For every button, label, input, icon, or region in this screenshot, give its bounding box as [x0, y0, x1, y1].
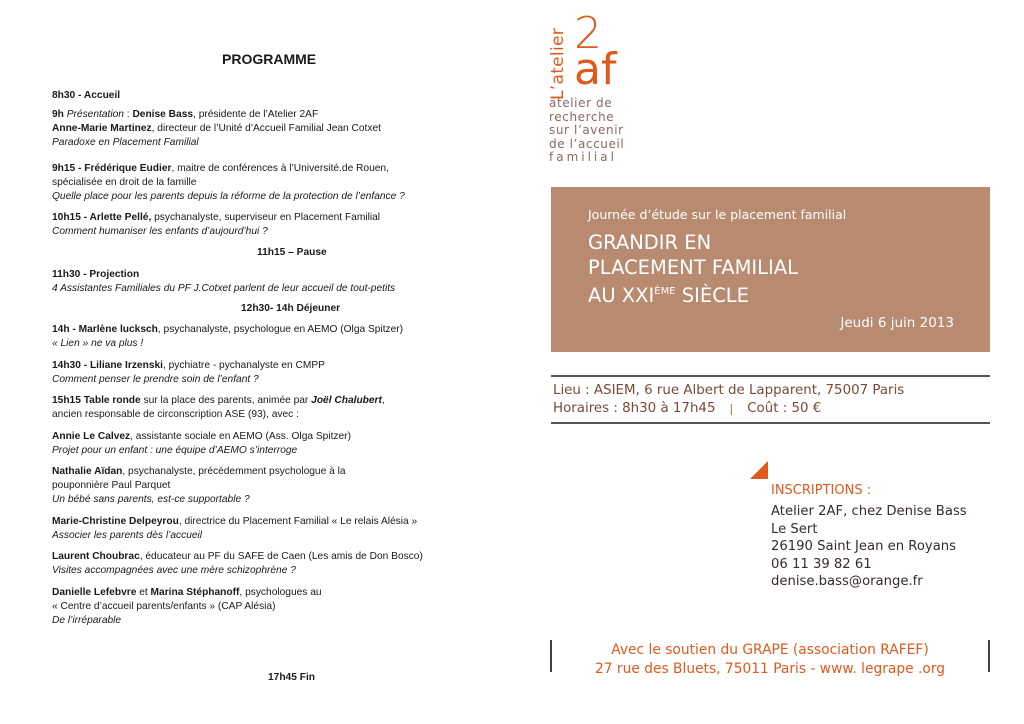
- programme-item-delpeyrou: Marie-Christine Delpeyrou, directrice du Placement Familial « Le relais Alésia » Associer les parents dès l’accueil: [52, 516, 418, 541]
- inscriptions-contact: Atelier 2AF, chez Denise Bass Le Sert 26190 Saint Jean en Royans 06 11 39 82 61 denise.bass@orange.fr: [771, 504, 967, 589]
- banner-subtitle: Journée d’étude sur le placement familial: [588, 207, 847, 222]
- banner-date: Jeudi 6 juin 2013: [840, 315, 954, 331]
- programme-item-table-ronde: 15h15 Table ronde sur la place des parents, animée par Joël Chalubert, ancien responsable de circonscription ASE (93), avec :: [52, 395, 385, 420]
- programme-accueil: 8h30 - Accueil: [52, 90, 121, 101]
- logo-subtitle: atelier de recherche sur l’avenir de l’accueil familial: [549, 96, 625, 164]
- programme-pause: 11h15 – Pause: [257, 247, 327, 258]
- logo-number: 2: [574, 8, 602, 59]
- event-banner: [551, 187, 990, 352]
- programme-item-eudier: 9h15 - Frédérique Eudier, maitre de conférences à l’Université.de Rouen, spécialisée en droit de la famille Quelle place pour les parents depuis la réforme de la protection de l’enfance ?: [52, 163, 405, 202]
- programme-title: PROGRAMME: [222, 51, 317, 67]
- programme-item-le-calvez: Annie Le Calvez, assistante sociale en AEMO (Ass. Olga Spitzer) Projet pour un enfant : une équipe d’AEMO s’interroge: [52, 431, 351, 456]
- divider-bottom: [551, 422, 990, 424]
- programme-item-pelle: 10h15 - Arlette Pellé, psychanalyste, superviseur en Placement Familial Comment humaniser les enfants d’aujourd’hui ?: [52, 212, 381, 237]
- right-bar: [988, 640, 990, 672]
- programme-fin: 17h45 Fin: [268, 672, 315, 683]
- programme-item-lefebvre: Danielle Lefebvre et Marina Stéphanoff, psychologues au « Centre d’accueil parents/enfants » (CAP Alésia) De l’irréparable: [52, 587, 322, 626]
- event-location: Lieu : ASIEM, 6 rue Albert de Lapparent, 75007 Paris Horaires : 8h30 à 17h45 | Coût : 50 €: [553, 383, 905, 416]
- programme-item-aidan: Nathalie Aïdan, psychanalyste, précédemment psychologue à la pouponnière Paul Parquet Un bébé sans parents, est-ce supportable ?: [52, 466, 346, 505]
- programme-item-choubrac: Laurent Choubrac, éducateur au PF du SAFE de Caen (Les amis de Don Bosco) Visites accompagnées avec une mère schizophrène ?: [52, 551, 423, 576]
- banner-title: GRANDIR EN PLACEMENT FAMILIAL AU XXIÈME SIÈCLE: [588, 231, 799, 307]
- contact-email[interactable]: denise.bass@orange.fr: [771, 574, 923, 589]
- logo-letters: af: [574, 44, 617, 95]
- programme-item-projection: 11h30 - Projection 4 Assistantes Familiales du PF J.Cotxet parlent de leur accueil de tout-petits: [52, 269, 396, 294]
- left-bar: [550, 640, 552, 672]
- support-notice: Avec le soutien du GRAPE (association RAFEF) 27 rue des Bluets, 75011 Paris - www. legrape .org: [594, 642, 946, 677]
- divider-top: [551, 375, 990, 377]
- programme-dejeuner: 12h30- 14h Déjeuner: [241, 303, 341, 314]
- logo-vertical-text: L’atelier: [548, 27, 568, 100]
- programme-item-presentation: 9h Présentation : Denise Bass, présidente de l’Atelier 2AF Anne-Marie Martinez, directeur de l’Unité d’Accueil Familial Jean Cotxet Paradoxe en Placement Familial: [52, 109, 381, 148]
- programme-item-irzenski: 14h30 - Liliane Irzenski, pychiatre - pychanalyste en CMPP Comment penser le prendre soin de l’enfant ?: [52, 360, 325, 385]
- programme-item-lucksch: 14h - Marlène lucksch, psychanalyste, psychologue en AEMO (Olga Spitzer) « Lien » ne va plus !: [52, 324, 404, 349]
- separator: |: [729, 402, 734, 415]
- triangle-icon: [750, 461, 768, 479]
- inscriptions-title: INSCRIPTIONS :: [771, 483, 872, 498]
